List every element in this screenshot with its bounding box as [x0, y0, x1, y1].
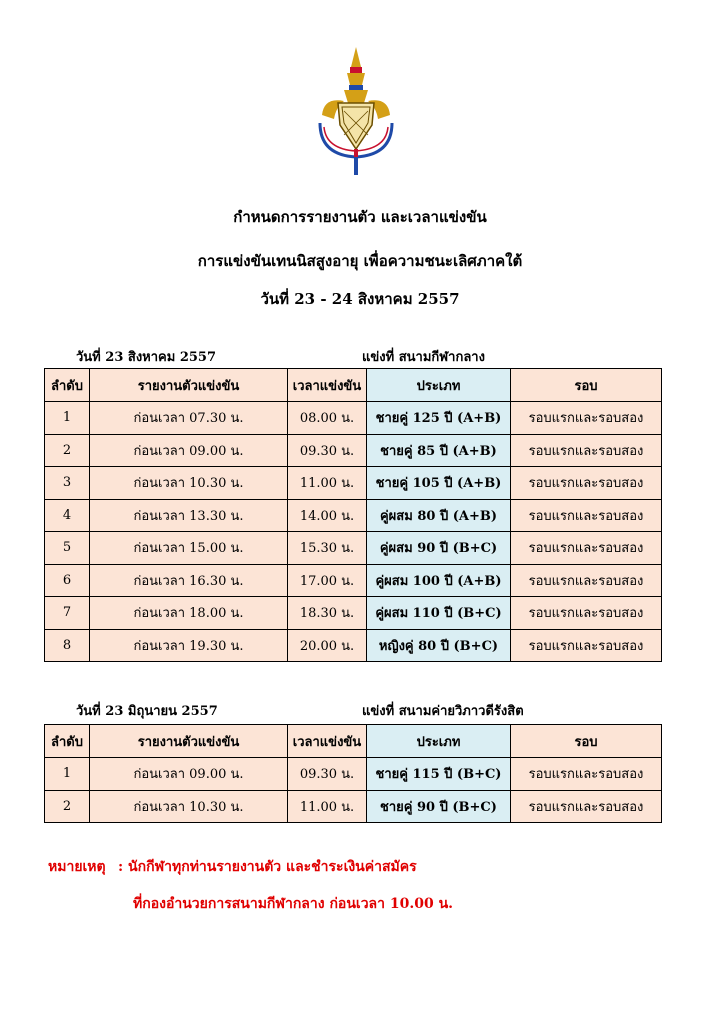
section2-venue: แข่งที่ สนามค่ายวิภาวดีรังสิต	[362, 704, 524, 719]
cell-round: รอบแรกและรอบสอง	[511, 499, 662, 532]
cell-category: ชายคู่ 90 ปี (B+C)	[367, 790, 511, 823]
page-subtitle: การแข่งขันเทนนิสสูงอายุ เพื่อความชนะเลิศภาคใต้	[197, 252, 523, 270]
column-header-report: รายงานตัวแข่งขัน	[90, 725, 288, 758]
column-header-no: ลำดับ	[45, 369, 90, 402]
cell-match-time: 11.00 น.	[288, 790, 367, 823]
cell-category: คู่ผสม 100 ปี (A+B)	[367, 564, 511, 597]
cell-category: ชายคู่ 115 ปี (B+C)	[367, 758, 511, 791]
cell-round: รอบแรกและรอบสอง	[511, 532, 662, 565]
cell-category: คู่ผสม 110 ปี (B+C)	[367, 597, 511, 630]
table-row	[45, 758, 662, 791]
cell-no: 1	[45, 758, 90, 791]
cell-report-time: ก่อนเวลา 09.00 น.	[90, 758, 288, 791]
table-header-row	[45, 725, 662, 758]
cell-no: 6	[45, 564, 90, 597]
royal-crest-icon	[314, 45, 398, 177]
cell-report-time: ก่อนเวลา 10.30 น.	[90, 790, 288, 823]
event-dates: วันที่ 23 - 24 สิงหาคม 2557	[260, 290, 460, 308]
column-header-type: ประเภท	[367, 369, 511, 402]
table-row	[45, 467, 662, 500]
table-row	[45, 499, 662, 532]
cell-report-time: ก่อนเวลา 18.00 น.	[90, 597, 288, 630]
table-row	[45, 434, 662, 467]
cell-match-time: 08.00 น.	[288, 402, 367, 435]
cell-no: 5	[45, 532, 90, 565]
cell-match-time: 17.00 น.	[288, 564, 367, 597]
cell-round: รอบแรกและรอบสอง	[511, 564, 662, 597]
cell-no: 7	[45, 597, 90, 630]
table-row	[45, 629, 662, 662]
cell-round: รอบแรกและรอบสอง	[511, 758, 662, 791]
cell-match-time: 09.30 น.	[288, 434, 367, 467]
note-line-2: ที่กองอำนวยการสนามกีฬากลาง ก่อนเวลา 10.00 น.	[133, 896, 454, 912]
cell-match-time: 15.30 น.	[288, 532, 367, 565]
table-row	[45, 564, 662, 597]
cell-report-time: ก่อนเวลา 10.30 น.	[90, 467, 288, 500]
cell-report-time: ก่อนเวลา 13.30 น.	[90, 499, 288, 532]
table-row	[45, 597, 662, 630]
cell-report-time: ก่อนเวลา 19.30 น.	[90, 629, 288, 662]
cell-match-time: 09.30 น.	[288, 758, 367, 791]
cell-round: รอบแรกและรอบสอง	[511, 790, 662, 823]
section1-date: วันที่ 23 สิงหาคม 2557	[76, 350, 217, 365]
cell-no: 4	[45, 499, 90, 532]
cell-no: 2	[45, 790, 90, 823]
table-header-row	[45, 369, 662, 402]
cell-report-time: ก่อนเวลา 07.30 น.	[90, 402, 288, 435]
table-row	[45, 790, 662, 823]
section2-date: วันที่ 23 มิถุนายน 2557	[76, 704, 218, 719]
page-title: กำหนดการรายงานตัว และเวลาแข่งขัน	[233, 208, 487, 226]
column-header-time: เวลาแข่งขัน	[288, 369, 367, 402]
schedule-table-1	[44, 368, 662, 662]
cell-match-time: 18.30 น.	[288, 597, 367, 630]
note-line-1: : นักกีฬาทุกท่านรายงานตัว และชำระเงินค่าสมัคร	[118, 859, 417, 875]
note-label: หมายเหตุ	[48, 859, 106, 875]
cell-match-time: 20.00 น.	[288, 629, 367, 662]
column-header-type: ประเภท	[367, 725, 511, 758]
table-row	[45, 532, 662, 565]
schedule-table-2	[44, 724, 662, 823]
cell-round: รอบแรกและรอบสอง	[511, 402, 662, 435]
cell-round: รอบแรกและรอบสอง	[511, 629, 662, 662]
cell-report-time: ก่อนเวลา 09.00 น.	[90, 434, 288, 467]
cell-round: รอบแรกและรอบสอง	[511, 467, 662, 500]
table-row	[45, 402, 662, 435]
cell-round: รอบแรกและรอบสอง	[511, 434, 662, 467]
cell-no: 1	[45, 402, 90, 435]
column-header-no: ลำดับ	[45, 725, 90, 758]
cell-report-time: ก่อนเวลา 16.30 น.	[90, 564, 288, 597]
cell-category: หญิงคู่ 80 ปี (B+C)	[367, 629, 511, 662]
cell-match-time: 14.00 น.	[288, 499, 367, 532]
cell-no: 8	[45, 629, 90, 662]
cell-match-time: 11.00 น.	[288, 467, 367, 500]
cell-category: ชายคู่ 85 ปี (A+B)	[367, 434, 511, 467]
cell-category: ชายคู่ 125 ปี (A+B)	[367, 402, 511, 435]
cell-no: 2	[45, 434, 90, 467]
section1-venue: แข่งที่ สนามกีฬากลาง	[362, 350, 485, 365]
cell-category: ชายคู่ 105 ปี (A+B)	[367, 467, 511, 500]
cell-category: คู่ผสม 90 ปี (B+C)	[367, 532, 511, 565]
cell-round: รอบแรกและรอบสอง	[511, 597, 662, 630]
column-header-time: เวลาแข่งขัน	[288, 725, 367, 758]
column-header-round: รอบ	[511, 725, 662, 758]
cell-category: คู่ผสม 80 ปี (A+B)	[367, 499, 511, 532]
column-header-round: รอบ	[511, 369, 662, 402]
cell-no: 3	[45, 467, 90, 500]
cell-report-time: ก่อนเวลา 15.00 น.	[90, 532, 288, 565]
column-header-report: รายงานตัวแข่งขัน	[90, 369, 288, 402]
